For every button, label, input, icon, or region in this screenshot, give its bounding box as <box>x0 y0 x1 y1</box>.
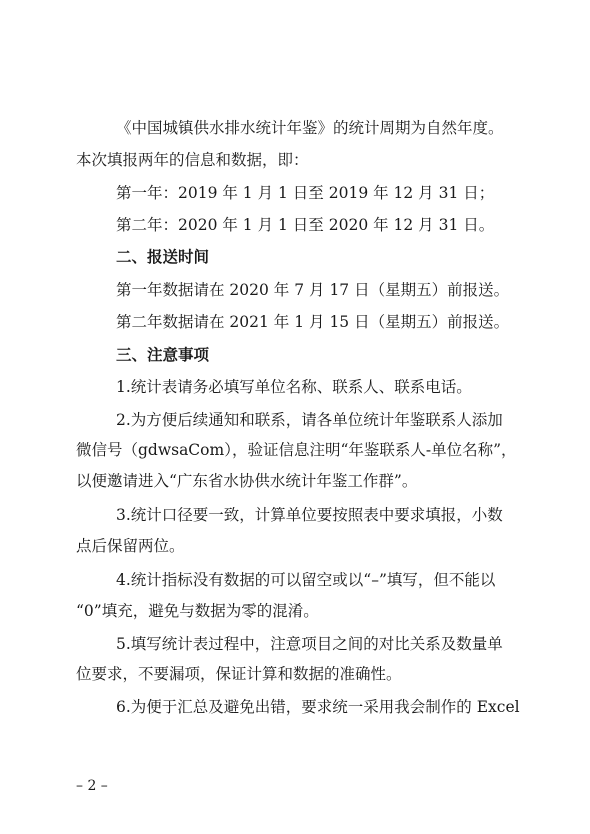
text-line: 4.统计指标没有数据的可以留空或以“–”填写，但不能以 <box>116 571 496 589</box>
note-5-cont <box>0 664 590 684</box>
text-line: 3.统计口径要一致，计算单位要按照表中要求填报，小数 <box>116 506 503 524</box>
text-line: 点后保留两位。 <box>76 537 185 555</box>
note-2 <box>0 410 590 430</box>
heading-text: 三、注意事项 <box>116 346 210 364</box>
text-line: 第一年数据请在 2020 年 7 月 17 日（星期五）前报送。 <box>116 281 510 299</box>
text-line: 第二年数据请在 2021 年 1 月 15 日（星期五）前报送。 <box>116 313 510 331</box>
submission-deadline-year2 <box>0 312 590 332</box>
note-5 <box>0 634 590 654</box>
note-3-cont <box>0 536 590 556</box>
section-heading-notes <box>0 345 590 365</box>
submission-deadline-year1 <box>0 280 590 300</box>
text-line: 位要求，不要漏项，保证计算和数据的准确性。 <box>76 665 402 683</box>
page-number: – 2 – <box>76 778 108 794</box>
year1-period <box>0 183 590 203</box>
year2-period <box>0 215 590 235</box>
note-2-cont <box>0 471 590 491</box>
text-line: 5.填写统计表过程中，注意项目之间的对比关系及数量单 <box>116 635 503 653</box>
text-line: 《中国城镇供水排水统计年鉴》的统计周期为自然年度。 <box>116 119 504 137</box>
note-1 <box>0 377 590 397</box>
text-line: 第一年：2019 年 1 月 1 日至 2019 年 12 月 31 日； <box>116 184 495 202</box>
note-4 <box>0 570 590 590</box>
text-line: 6.为便于汇总及避免出错，要求统一采用我会制作的 Excel <box>116 698 520 716</box>
section-heading-submission-time <box>0 247 590 267</box>
note-6 <box>0 697 590 717</box>
heading-text: 二、报送时间 <box>116 248 210 266</box>
note-4-cont <box>0 601 590 621</box>
paragraph-statistics-period-cont <box>0 150 590 170</box>
text-line: 以便邀请进入“广东省水协供水统计年鉴工作群”。 <box>76 472 418 490</box>
text-line: 第二年：2020 年 1 月 1 日至 2020 年 12 月 31 日。 <box>116 216 495 234</box>
text-line: “0”填充，避免与数据为零的混淆。 <box>76 602 319 620</box>
note-3 <box>0 505 590 525</box>
paragraph-statistics-period <box>0 118 590 138</box>
note-2-cont <box>0 440 590 460</box>
text-line: 微信号（gdwsaCom），验证信息注明“年鉴联系人-单位名称”， <box>76 441 517 459</box>
text-line: 本次填报两年的信息和数据，即： <box>76 151 309 169</box>
text-line: 1.统计表请务必填写单位名称、联系人、联系电话。 <box>116 378 472 396</box>
text-line: 2.为方便后续通知和联系，请各单位统计年鉴联系人添加 <box>116 411 503 429</box>
